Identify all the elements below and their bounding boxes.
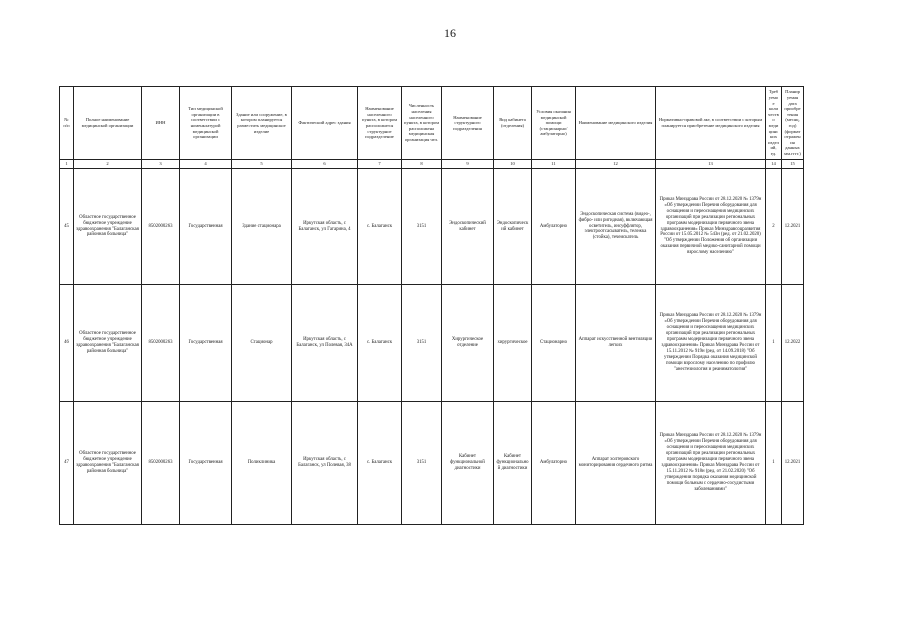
cell-address: Иркутская область, с Балаганск, ул Гагарина, 4 [292, 169, 358, 285]
cell-basis: Приказ Минздрава России от 28.12.2020 № 1379н «Об утверждении Перечня оборудования для оснащения и переоснащения медицинских организаций при реализации региональных программ модернизации первичного звена здравоохранения» Приказ Минздравсоцразвития России от 15.05.2012 № 543н (ред. от 21.02.2020) "Об утверждении Положения об организации оказания первичной медико-санитарной помощи взрослому населению" [656, 169, 766, 285]
cell-inn: 8502000263 [142, 169, 180, 285]
col-header-address: Фактический адрес здания [292, 87, 358, 160]
cell-qty: 1 [766, 285, 782, 402]
column-number: 14 [766, 160, 782, 169]
column-number: 15 [782, 160, 804, 169]
col-header-device: Наименование медицинского изделия [576, 87, 656, 160]
column-number: 9 [442, 160, 494, 169]
column-number: 2 [74, 160, 142, 169]
column-number: 10 [494, 160, 532, 169]
cell-basis: Приказ Минздрава России от 28.12.2020 № 1379н «Об утверждении Перечня оборудования для оснащения и переоснащения медицинских организаций при реализации региональных программ модернизации первичного звена здравоохранения» Приказ Минздрава России от 15.11.2012 № 918н (ред. от 21.02.2020) "Об утверждении порядка оказания медицинской помощи больным с сердечно-сосудистыми заболеваниями" [656, 402, 766, 525]
cell-settlement: с. Балаганск [358, 169, 402, 285]
cell-building: Поликлиника [232, 402, 292, 525]
column-number: 7 [358, 160, 402, 169]
table-row [60, 402, 804, 525]
page-number: 16 [444, 26, 456, 40]
column-number: 3 [142, 160, 180, 169]
cell-org: Областное государственное бюджетное учреждение здравоохранения "Балаганская районная больница" [74, 402, 142, 525]
cell-room: хирургическое [494, 285, 532, 402]
col-header-conditions: Условия оказания медицинской помощи (стационарно/амбулаторно) [532, 87, 576, 160]
cell-basis: Приказ Минздрава России от 28.12.2020 № 1379н «Об утверждении Перечня оборудования для оснащения и переоснащения медицинских организаций при реализации региональных программ модернизации первичного звена здравоохранения» Приказ Минздрава России от 15.11.2012 № 919н (ред. от 14.09.2018) "Об утверждении Порядка оказания медицинской помощи взрослому населению по профилю "анестезиология и реаниматология" [656, 285, 766, 402]
cell-org: Областное государственное бюджетное учреждение здравоохранения "Балаганская районная больница" [74, 285, 142, 402]
cell-conditions: Амбулаторно [532, 402, 576, 525]
cell-building: Здание стационара [232, 169, 292, 285]
col-header-num: № п/п [60, 87, 74, 160]
cell-type: Государственная [180, 402, 232, 525]
cell-room: Кабинет функциональной диагностики [494, 402, 532, 525]
cell-qty: 2 [766, 169, 782, 285]
col-header-room: Вид кабинета (отделения) [494, 87, 532, 160]
cell-population: 3151 [402, 285, 442, 402]
cell-device: Эндоскопическая система (видео-, фибро- или ригидная), включающая осветитель, инсуффлятор, электроотсасыватель, тележка (стойка), течеискатель [576, 169, 656, 285]
cell-unit: Кабинет функциональной диагностики [442, 402, 494, 525]
cell-settlement: с. Балаганск [358, 402, 402, 525]
cell-type: Государственная [180, 285, 232, 402]
cell-type: Государственная [180, 169, 232, 285]
column-number: 1 [60, 160, 74, 169]
col-header-basis: Нормативно-правовой акт, в соответствии с которым планируется приобретение медицинского изделия [656, 87, 766, 160]
cell-settlement: с. Балаганск [358, 285, 402, 402]
cell-population: 3151 [402, 402, 442, 525]
column-number: 5 [232, 160, 292, 169]
cell-num: 45 [60, 169, 74, 285]
cell-building: Стационар [232, 285, 292, 402]
column-number-row [60, 160, 804, 169]
equipment-register-table [59, 86, 804, 525]
cell-unit: Хирургическое отделение [442, 285, 494, 402]
col-header-settlement: Наименование населенного пункта, в котором расположится структурное подразделение [358, 87, 402, 160]
col-header-building: Здание или сооружение, в котором планируется разместить медицинское изделие [232, 87, 292, 160]
cell-num: 47 [60, 402, 74, 525]
column-number: 12 [576, 160, 656, 169]
cell-date: 12.2021 [782, 402, 804, 525]
cell-population: 3151 [402, 169, 442, 285]
cell-device: Аппарат искусственной вентиляции легких [576, 285, 656, 402]
col-header-population: Численность населения населенного пункта, в котором расположена медицинская организация чел. [402, 87, 442, 160]
cell-date: 12.2021 [782, 169, 804, 285]
col-header-org: Полное наименование медицинской организации [74, 87, 142, 160]
col-header-unit: Наименование структурного подразделения [442, 87, 494, 160]
table-row [60, 169, 804, 285]
column-number: 4 [180, 160, 232, 169]
cell-address: Иркутская область, с Балаганск, ул Полевая, 38 [292, 402, 358, 525]
cell-address: Иркутская область, с Балаганск, ул Полевая, 34А [292, 285, 358, 402]
column-number: 11 [532, 160, 576, 169]
cell-date: 12.2022 [782, 285, 804, 402]
column-number: 8 [402, 160, 442, 169]
col-header-inn: ИНН [142, 87, 180, 160]
cell-unit: Эндоскопический кабинет [442, 169, 494, 285]
cell-inn: 8502000263 [142, 285, 180, 402]
col-header-date: Планируемая дата приобретения (месяц, год) (формат отражения данных мм.гггг.) [782, 87, 804, 160]
cell-qty: 1 [766, 402, 782, 525]
cell-conditions: Амбулаторно [532, 169, 576, 285]
col-header-qty: Требуемое количество медицинских изделий, ед. [766, 87, 782, 160]
header-row [60, 87, 804, 160]
column-number: 6 [292, 160, 358, 169]
table-row [60, 285, 804, 402]
cell-org: Областное государственное бюджетное учреждение здравоохранения "Балаганская районная больница" [74, 169, 142, 285]
cell-device: Аппарат холтеровского мониторирования сердечного ритма [576, 402, 656, 525]
col-header-type: Тип медицинской организации в соответствии с номенклатурой медицинской организации [180, 87, 232, 160]
cell-num: 46 [60, 285, 74, 402]
cell-room: Эндоскопический кабинет [494, 169, 532, 285]
column-number: 13 [656, 160, 766, 169]
cell-inn: 8502000263 [142, 402, 180, 525]
cell-conditions: Стационарно [532, 285, 576, 402]
